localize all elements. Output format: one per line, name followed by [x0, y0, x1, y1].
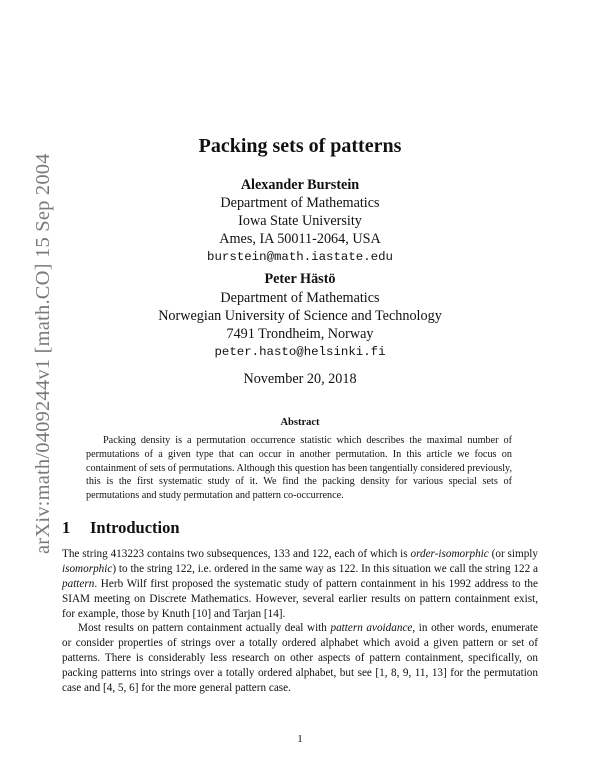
text-run: (or simply — [488, 548, 538, 560]
author-address-1: Ames, IA 50011-2064, USA — [219, 231, 381, 247]
author-department-2: Department of Mathematics — [220, 290, 380, 306]
arxiv-identifier: arXiv:math/0409244v1 [math.CO] 15 Sep 2004 — [32, 153, 54, 554]
arxiv-stamp — [0, 0, 54, 776]
emphasis: pattern — [62, 578, 95, 590]
author-address-2: 7491 Trondheim, Norway — [226, 326, 374, 342]
paper-title: Packing sets of patterns — [198, 135, 402, 157]
abstract-heading: Abstract — [280, 417, 320, 428]
emphasis: pattern avoidance — [330, 622, 413, 634]
author-name-2: Peter Hästö — [264, 271, 336, 287]
section-title: Introduction — [90, 518, 180, 537]
text-run: . Herb Wilf first proposed the systematic study of pattern containment in his 1992 address to the SIAM meeting on Discrete Mathematics. However, several earlier results on pattern containment exist, for example, those by Knuth [10] and Tarjan [14]. — [62, 578, 538, 620]
text-run: Most results on pattern containment actually deal with — [78, 622, 331, 634]
text-run: , in other words, enumerate or consider properties of strings over a totally ordered alphabet which avoid a given pattern or set of patterns. There is considerably less research on other aspects of pattern containment, specifically, on packing patterns into strings over a totally ordered alphabet, but see [1, 8, 9, 11, 13] for the permutation case and [4, 5, 6] for the more general pattern case. — [62, 622, 538, 694]
author-institution-1: Iowa State University — [238, 213, 362, 229]
paper-date: November 20, 2018 — [243, 371, 357, 387]
text-run: The string 413223 contains two subsequences, 133 and 122, each of which is — [62, 548, 411, 560]
section-heading — [62, 518, 180, 538]
text-run: ) to the string 122, i.e. ordered in the same way as 122. In this situation we call the string 122 a — [112, 563, 538, 575]
page-number: 1 — [297, 733, 303, 745]
intro-paragraph-2 — [62, 621, 538, 696]
intro-paragraph-1 — [62, 547, 538, 622]
author-name-1: Alexander Burstein — [240, 177, 360, 193]
author-institution-2: Norwegian University of Science and Technology — [158, 308, 442, 324]
emphasis: isomorphic — [62, 563, 113, 575]
author-department-1: Department of Mathematics — [220, 195, 380, 211]
author-email-2: peter.hasto@helsinki.fi — [214, 345, 386, 359]
emphasis: order-isomorphic — [410, 548, 489, 560]
abstract-text: Packing density is a permutation occurrence statistic which describes the maximal number of permutations of a given type that can occur in another permutation. In this article we focus on containment of sets of permutations. Although this question has been tangentially considered previously, this is the first systematic study of it. We find the packing density for various special sets of permutations and study permutation and pattern co-occurrence. — [86, 435, 512, 502]
section-number: 1 — [62, 518, 71, 537]
author-email-1: burstein@math.iastate.edu — [207, 250, 393, 264]
